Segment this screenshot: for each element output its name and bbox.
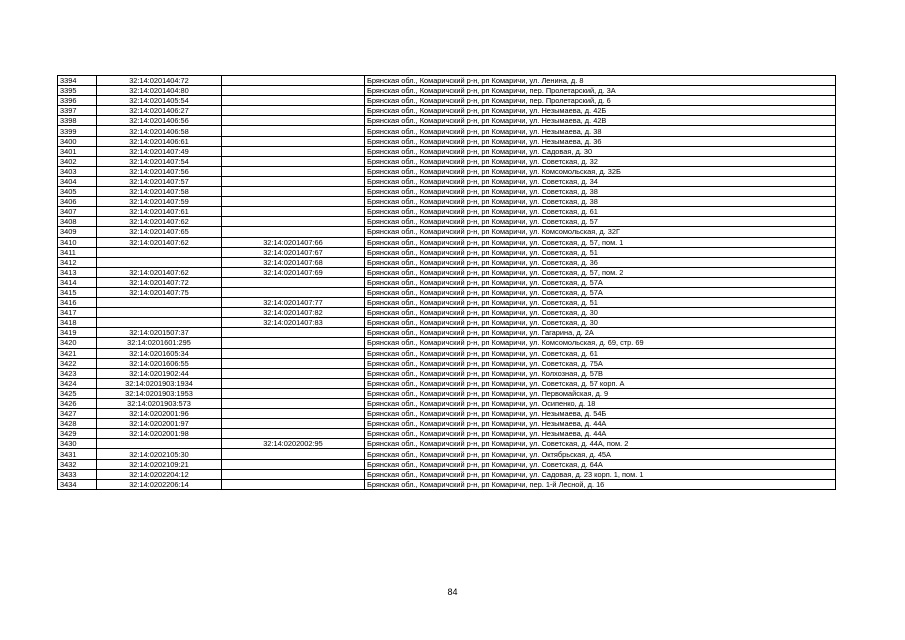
cadastral-number-cell: 32:14:0201903:573	[97, 399, 222, 409]
premises-cadastral-number-cell: 32:14:0201407:77	[222, 298, 365, 308]
premises-cadastral-number-cell	[222, 409, 365, 419]
cadastral-number-cell	[97, 318, 222, 328]
cadastral-number-cell: 32:14:0202105:30	[97, 449, 222, 459]
row-number-cell: 3433	[58, 469, 97, 479]
cadastral-number-cell	[97, 298, 222, 308]
premises-cadastral-number-cell	[222, 217, 365, 227]
table-row	[58, 338, 836, 348]
address-cell: Брянская обл., Комаричский р-н, рп Комаричи, ул. Комсомольская, д. 32Г	[365, 227, 836, 237]
table-row	[58, 378, 836, 388]
premises-cadastral-number-cell: 32:14:0201407:67	[222, 247, 365, 257]
row-number-cell: 3416	[58, 298, 97, 308]
address-cell: Брянская обл., Комаричский р-н, рп Комаричи, ул. Ленина, д. 8	[365, 76, 836, 86]
row-number-cell: 3413	[58, 267, 97, 277]
row-number-cell: 3418	[58, 318, 97, 328]
row-number-cell: 3405	[58, 187, 97, 197]
table-row	[58, 277, 836, 287]
row-number-cell: 3432	[58, 459, 97, 469]
table-row	[58, 146, 836, 156]
page-number: 84	[447, 587, 458, 597]
address-cell: Брянская обл., Комаричский р-н, рп Комаричи, пер. Пролетарский, д. 3А	[365, 86, 836, 96]
row-number-cell: 3425	[58, 388, 97, 398]
table-row	[58, 176, 836, 186]
cadastral-number-cell: 32:14:0201407:56	[97, 166, 222, 176]
address-cell: Брянская обл., Комаричский р-н, рп Комаричи, ул. Советская, д. 51	[365, 247, 836, 257]
address-cell: Брянская обл., Комаричский р-н, рп Комаричи, ул. Советская, д. 61	[365, 207, 836, 217]
address-cell: Брянская обл., Комаричский р-н, рп Комаричи, ул. Первомайская, д. 9	[365, 388, 836, 398]
cadastral-number-cell: 32:14:0201406:61	[97, 136, 222, 146]
address-cell: Брянская обл., Комаричский р-н, рп Комаричи, ул. Гагарина, д. 2А	[365, 328, 836, 338]
table-row	[58, 96, 836, 106]
address-cell: Брянская обл., Комаричский р-н, рп Комаричи, ул. Советская, д. 57, пом. 1	[365, 237, 836, 247]
table-row	[58, 318, 836, 328]
cadastral-number-cell: 32:14:0201405:54	[97, 96, 222, 106]
premises-cadastral-number-cell	[222, 388, 365, 398]
table-row	[58, 267, 836, 277]
cadastral-number-cell: 32:14:0201605:34	[97, 348, 222, 358]
row-number-cell: 3414	[58, 277, 97, 287]
table-row	[58, 237, 836, 247]
premises-cadastral-number-cell: 32:14:0201407:82	[222, 308, 365, 318]
premises-cadastral-number-cell	[222, 328, 365, 338]
cadastral-number-cell: 32:14:0201407:62	[97, 267, 222, 277]
premises-cadastral-number-cell	[222, 207, 365, 217]
table-row	[58, 227, 836, 237]
row-number-cell: 3410	[58, 237, 97, 247]
cadastral-number-cell: 32:14:0201407:72	[97, 277, 222, 287]
cadastral-number-cell: 32:14:0201407:61	[97, 207, 222, 217]
table-row	[58, 217, 836, 227]
premises-cadastral-number-cell	[222, 96, 365, 106]
row-number-cell: 3422	[58, 358, 97, 368]
cadastral-number-cell	[97, 439, 222, 449]
cadastral-number-cell: 32:14:0202001:98	[97, 429, 222, 439]
row-number-cell: 3420	[58, 338, 97, 348]
premises-cadastral-number-cell	[222, 116, 365, 126]
table-row	[58, 257, 836, 267]
table-row	[58, 136, 836, 146]
address-cell: Брянская обл., Комаричский р-н, рп Комаричи, ул. Незымаева, д. 42Б	[365, 106, 836, 116]
address-cell: Брянская обл., Комаричский р-н, рп Комаричи, ул. Колхозная, д. 57В	[365, 368, 836, 378]
premises-cadastral-number-cell: 32:14:0201407:68	[222, 257, 365, 267]
row-number-cell: 3427	[58, 409, 97, 419]
row-number-cell: 3403	[58, 166, 97, 176]
row-number-cell: 3429	[58, 429, 97, 439]
address-cell: Брянская обл., Комаричский р-н, рп Комаричи, ул. Незымаева, д. 36	[365, 136, 836, 146]
address-cell: Брянская обл., Комаричский р-н, рп Комаричи, ул. Советская, д. 57 корп. А	[365, 378, 836, 388]
cadastral-number-cell: 32:14:0201407:54	[97, 156, 222, 166]
cadastral-number-cell: 32:14:0201404:80	[97, 86, 222, 96]
cadastral-number-cell: 32:14:0202109:21	[97, 459, 222, 469]
address-cell: Брянская обл., Комаричский р-н, рп Комаричи, ул. Советская, д. 34	[365, 176, 836, 186]
premises-cadastral-number-cell	[222, 368, 365, 378]
table-row	[58, 439, 836, 449]
table-row	[58, 328, 836, 338]
table-row	[58, 247, 836, 257]
cadastral-number-cell: 32:14:0201407:62	[97, 217, 222, 227]
row-number-cell: 3411	[58, 247, 97, 257]
premises-cadastral-number-cell	[222, 76, 365, 86]
premises-cadastral-number-cell	[222, 197, 365, 207]
cadastral-number-cell	[97, 257, 222, 267]
table-row	[58, 106, 836, 116]
table-row	[58, 419, 836, 429]
cadastral-number-cell: 32:14:0201407:58	[97, 187, 222, 197]
address-cell: Брянская обл., Комаричский р-н, рп Комаричи, ул. Советская, д. 30	[365, 318, 836, 328]
table-row	[58, 86, 836, 96]
cadastral-number-cell: 32:14:0202206:14	[97, 479, 222, 489]
address-cell: Брянская обл., Комаричский р-н, рп Комаричи, пер. Пролетарский, д. 6	[365, 96, 836, 106]
premises-cadastral-number-cell: 32:14:0201407:69	[222, 267, 365, 277]
premises-cadastral-number-cell	[222, 187, 365, 197]
premises-cadastral-number-cell	[222, 287, 365, 297]
row-number-cell: 3406	[58, 197, 97, 207]
row-number-cell: 3407	[58, 207, 97, 217]
row-number-cell: 3402	[58, 156, 97, 166]
cadastral-number-cell: 32:14:0201507:37	[97, 328, 222, 338]
table-row	[58, 388, 836, 398]
cadastral-number-cell: 32:14:0201404:72	[97, 76, 222, 86]
row-number-cell: 3401	[58, 146, 97, 156]
address-cell: Брянская обл., Комаричский р-н, рп Комаричи, ул. Осипенко, д. 18	[365, 399, 836, 409]
cadastral-number-cell: 32:14:0201902:44	[97, 368, 222, 378]
address-cell: Брянская обл., Комаричский р-н, рп Комаричи, ул. Октябрьская, д. 45А	[365, 449, 836, 459]
cadastral-number-cell: 32:14:0201407:57	[97, 176, 222, 186]
premises-cadastral-number-cell	[222, 469, 365, 479]
address-cell: Брянская обл., Комаричский р-н, рп Комаричи, ул. Советская, д. 61	[365, 348, 836, 358]
row-number-cell: 3419	[58, 328, 97, 338]
premises-cadastral-number-cell	[222, 429, 365, 439]
table-row	[58, 429, 836, 439]
premises-cadastral-number-cell	[222, 479, 365, 489]
cadastral-number-cell	[97, 308, 222, 318]
premises-cadastral-number-cell	[222, 459, 365, 469]
cadastral-number-cell: 32:14:0201601:295	[97, 338, 222, 348]
address-cell: Брянская обл., Комаричский р-н, рп Комаричи, пер. 1-й Лесной, д. 16	[365, 479, 836, 489]
address-cell: Брянская обл., Комаричский р-н, рп Комаричи, ул. Советская, д. 57, пом. 2	[365, 267, 836, 277]
premises-cadastral-number-cell	[222, 449, 365, 459]
table-row	[58, 197, 836, 207]
cadastral-number-cell: 32:14:0201406:56	[97, 116, 222, 126]
premises-cadastral-number-cell	[222, 156, 365, 166]
premises-cadastral-number-cell	[222, 378, 365, 388]
premises-cadastral-number-cell: 32:14:0201407:66	[222, 237, 365, 247]
address-cell: Брянская обл., Комаричский р-н, рп Комаричи, ул. Комсомольская, д. 32Б	[365, 166, 836, 176]
row-number-cell: 3396	[58, 96, 97, 106]
table-row	[58, 116, 836, 126]
address-cell: Брянская обл., Комаричский р-н, рп Комаричи, ул. Незымаева, д. 38	[365, 126, 836, 136]
cadastral-number-cell: 32:14:0201407:49	[97, 146, 222, 156]
table-row	[58, 358, 836, 368]
address-cell: Брянская обл., Комаричский р-н, рп Комаричи, ул. Советская, д. 57А	[365, 287, 836, 297]
address-cell: Брянская обл., Комаричский р-н, рп Комаричи, ул. Незымаева, д. 44А	[365, 419, 836, 429]
premises-cadastral-number-cell	[222, 227, 365, 237]
row-number-cell: 3423	[58, 368, 97, 378]
row-number-cell: 3431	[58, 449, 97, 459]
cadastral-number-cell: 32:14:0201903:1953	[97, 388, 222, 398]
premises-cadastral-number-cell	[222, 399, 365, 409]
table-row	[58, 126, 836, 136]
cadastral-number-cell: 32:14:0201407:59	[97, 197, 222, 207]
table-row	[58, 156, 836, 166]
cadastral-number-cell: 32:14:0201406:58	[97, 126, 222, 136]
address-cell: Брянская обл., Комаричский р-н, рп Комаричи, ул. Советская, д. 30	[365, 308, 836, 318]
row-number-cell: 3430	[58, 439, 97, 449]
cadastral-number-cell: 32:14:0201606:55	[97, 358, 222, 368]
premises-cadastral-number-cell: 32:14:0202002:95	[222, 439, 365, 449]
row-number-cell: 3399	[58, 126, 97, 136]
cadastral-number-cell: 32:14:0201406:27	[97, 106, 222, 116]
row-number-cell: 3398	[58, 116, 97, 126]
table-row	[58, 469, 836, 479]
premises-cadastral-number-cell	[222, 146, 365, 156]
row-number-cell: 3395	[58, 86, 97, 96]
address-cell: Брянская обл., Комаричский р-н, рп Комаричи, ул. Советская, д. 36	[365, 257, 836, 267]
address-cell: Брянская обл., Комаричский р-н, рп Комаричи, ул. Советская, д. 38	[365, 197, 836, 207]
row-number-cell: 3400	[58, 136, 97, 146]
premises-cadastral-number-cell: 32:14:0201407:83	[222, 318, 365, 328]
row-number-cell: 3397	[58, 106, 97, 116]
row-number-cell: 3428	[58, 419, 97, 429]
table-row	[58, 298, 836, 308]
premises-cadastral-number-cell	[222, 348, 365, 358]
table-row	[58, 287, 836, 297]
table-row	[58, 368, 836, 378]
address-cell: Брянская обл., Комаричский р-н, рп Комаричи, ул. Комсомольская, д. 69, стр. 69	[365, 338, 836, 348]
address-cell: Брянская обл., Комаричский р-н, рп Комаричи, ул. Советская, д. 51	[365, 298, 836, 308]
premises-cadastral-number-cell	[222, 338, 365, 348]
address-cell: Брянская обл., Комаричский р-н, рп Комаричи, ул. Незымаева, д. 44А	[365, 429, 836, 439]
row-number-cell: 3394	[58, 76, 97, 86]
address-cell: Брянская обл., Комаричский р-н, рп Комаричи, ул. Незымаева, д. 42В	[365, 116, 836, 126]
cadastral-number-cell: 32:14:0202001:96	[97, 409, 222, 419]
table-row	[58, 308, 836, 318]
table-row	[58, 399, 836, 409]
premises-cadastral-number-cell	[222, 106, 365, 116]
premises-cadastral-number-cell	[222, 136, 365, 146]
address-cell: Брянская обл., Комаричский р-н, рп Комаричи, ул. Советская, д. 75А	[365, 358, 836, 368]
cadastral-number-cell: 32:14:0201407:65	[97, 227, 222, 237]
table-row	[58, 348, 836, 358]
cadastral-number-cell: 32:14:0201407:62	[97, 237, 222, 247]
premises-cadastral-number-cell	[222, 126, 365, 136]
address-cell: Брянская обл., Комаричский р-н, рп Комаричи, ул. Советская, д. 57А	[365, 277, 836, 287]
cadastral-number-cell	[97, 247, 222, 257]
row-number-cell: 3412	[58, 257, 97, 267]
row-number-cell: 3426	[58, 399, 97, 409]
address-cell: Брянская обл., Комаричский р-н, рп Комаричи, ул. Советская, д. 57	[365, 217, 836, 227]
cadastral-number-cell: 32:14:0201407:75	[97, 287, 222, 297]
row-number-cell: 3409	[58, 227, 97, 237]
address-cell: Брянская обл., Комаричский р-н, рп Комаричи, ул. Садовая, д. 23 корп. 1, пом. 1	[365, 469, 836, 479]
premises-cadastral-number-cell	[222, 166, 365, 176]
row-number-cell: 3417	[58, 308, 97, 318]
address-cell: Брянская обл., Комаричский р-н, рп Комаричи, ул. Советская, д. 38	[365, 187, 836, 197]
cadastral-number-cell: 32:14:0201903:1934	[97, 378, 222, 388]
address-cell: Брянская обл., Комаричский р-н, рп Комаричи, ул. Советская, д. 64А	[365, 459, 836, 469]
table-row	[58, 479, 836, 489]
premises-cadastral-number-cell	[222, 419, 365, 429]
table-row	[58, 409, 836, 419]
table-row	[58, 166, 836, 176]
table-row	[58, 187, 836, 197]
table-row	[58, 207, 836, 217]
row-number-cell: 3424	[58, 378, 97, 388]
table-row	[58, 459, 836, 469]
table-row	[58, 449, 836, 459]
row-number-cell: 3408	[58, 217, 97, 227]
cadastral-number-cell: 32:14:0202001:97	[97, 419, 222, 429]
cadastral-number-cell: 32:14:0202204:12	[97, 469, 222, 479]
address-cell: Брянская обл., Комаричский р-н, рп Комаричи, ул. Советская, д. 44А, пом. 2	[365, 439, 836, 449]
row-number-cell: 3421	[58, 348, 97, 358]
premises-cadastral-number-cell	[222, 358, 365, 368]
register-table-body	[58, 76, 836, 490]
table-row	[58, 76, 836, 86]
address-cell: Брянская обл., Комаричский р-н, рп Комаричи, ул. Садовая, д. 30	[365, 146, 836, 156]
address-cell: Брянская обл., Комаричский р-н, рп Комаричи, ул. Незымаева, д. 54Б	[365, 409, 836, 419]
row-number-cell: 3404	[58, 176, 97, 186]
row-number-cell: 3434	[58, 479, 97, 489]
premises-cadastral-number-cell	[222, 86, 365, 96]
premises-cadastral-number-cell	[222, 176, 365, 186]
address-cell: Брянская обл., Комаричский р-н, рп Комаричи, ул. Советская, д. 32	[365, 156, 836, 166]
property-register-table	[57, 75, 836, 490]
row-number-cell: 3415	[58, 287, 97, 297]
premises-cadastral-number-cell	[222, 277, 365, 287]
